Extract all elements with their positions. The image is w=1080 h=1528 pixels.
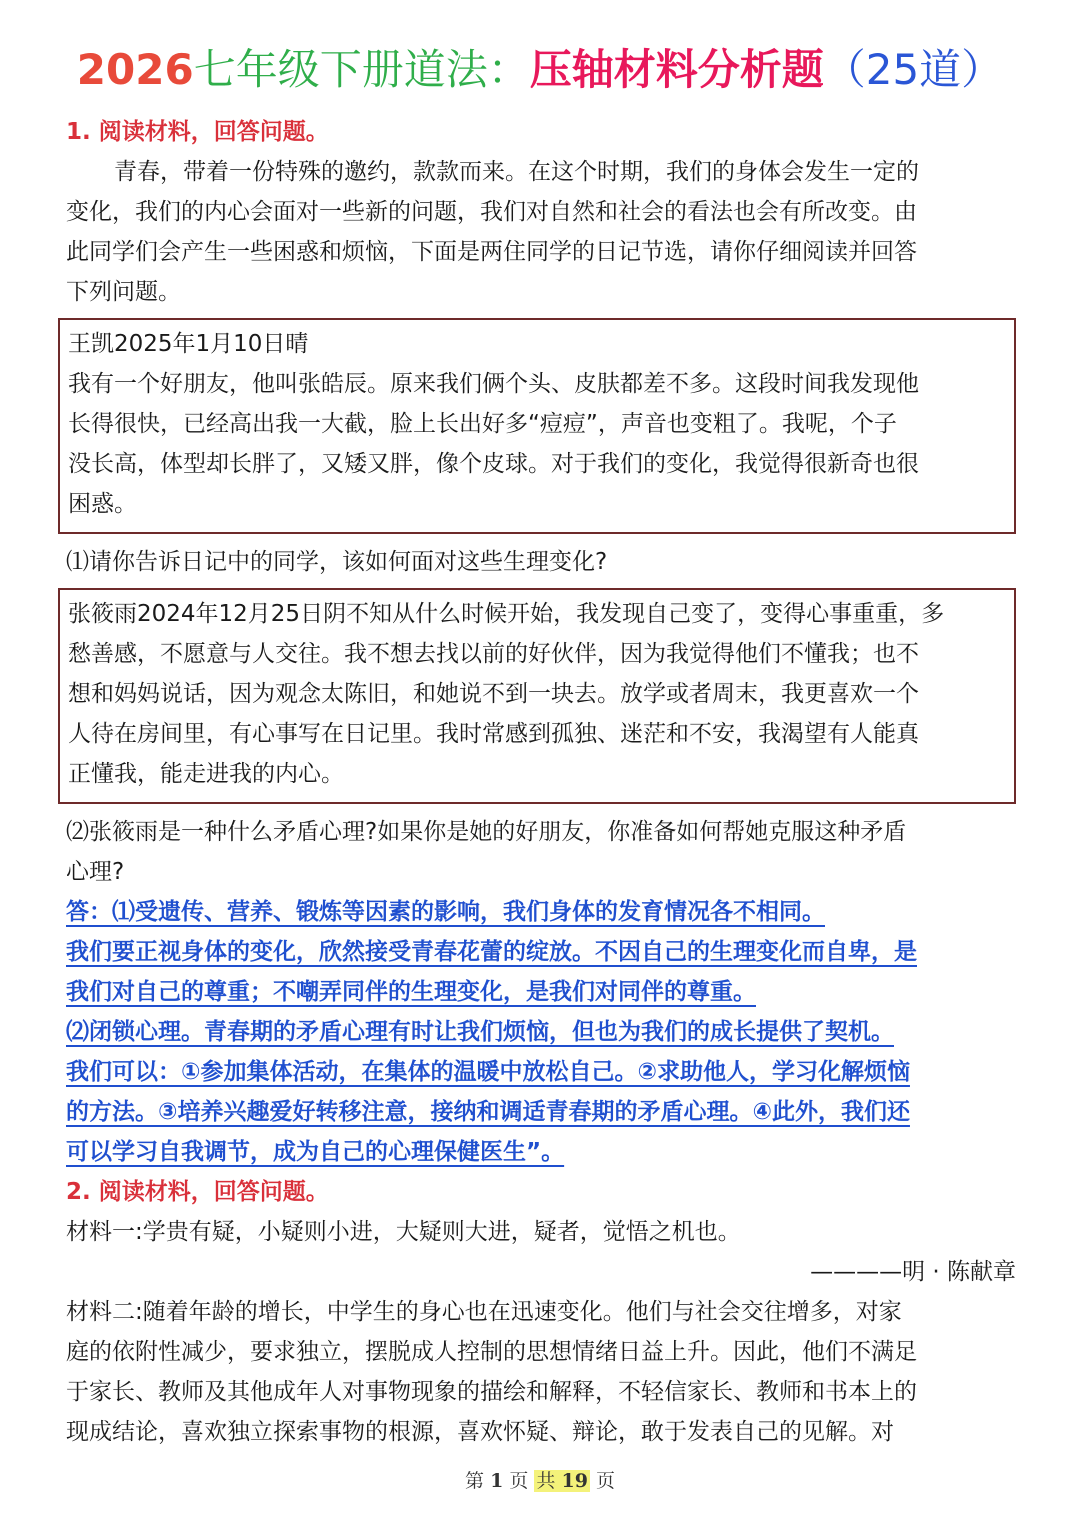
sub-question-line: 心理? bbox=[66, 859, 125, 885]
diary-line: 正懂我，能走进我的内心。 bbox=[68, 761, 344, 787]
title-count: （25道） bbox=[823, 45, 1004, 94]
footer-total-unit: 页 bbox=[595, 1470, 615, 1492]
diary-line: 没长高，体型却长胖了，又矮又胖，像个皮球。对于我们的变化，我觉得很新奇也很 bbox=[68, 451, 919, 477]
footer-total-highlight bbox=[534, 1470, 590, 1492]
answer-line: 的方法。③培养兴趣爱好转移注意，接纳和调适青春期的矛盾心理。④此外，我们还 bbox=[66, 1099, 910, 1125]
intro-line: 下列问题。 bbox=[66, 279, 181, 305]
diary-box-wangkai bbox=[58, 318, 1016, 534]
material-line: 现成结论，喜欢独立探索事物的根源，喜欢怀疑、辩论，敢于发表自己的见解。对 bbox=[66, 1419, 894, 1445]
diary-line: 张筱雨2024年12月25日阴不知从什么时候开始，我发现自己变了，变得心事重重，多 bbox=[68, 601, 945, 627]
material-one: 材料一:学贵有疑，小疑则小进，大疑则大进，疑者，觉悟之机也。 bbox=[66, 1219, 741, 1245]
material-line: 材料二:随着年龄的增长，中学生的身心也在迅速变化。他们与社会交往增多，对家 bbox=[66, 1299, 902, 1325]
answer-line: 可以学习自我调节，成为自己的心理保健医生”。 bbox=[66, 1139, 565, 1165]
sub-question-line: ⑵张筱雨是一种什么矛盾心理?如果你是她的好朋友，你准备如何帮她克服这种矛盾 bbox=[66, 819, 907, 845]
material-two bbox=[66, 1292, 1016, 1452]
footer-prefix: 第 bbox=[465, 1470, 485, 1492]
answer-line: 我们可以：①参加集体活动，在集体的温暖中放松自己。②求助他人，学习化解烦恼 bbox=[66, 1059, 910, 1085]
footer-total-pages: 19 bbox=[561, 1470, 588, 1492]
page-title bbox=[0, 40, 1080, 100]
diary-line: 我有一个好朋友，他叫张皓辰。原来我们俩个头、皮肤都差不多。这段时间我发现他 bbox=[68, 371, 919, 397]
material-line: 庭的依附性减少，要求独立，摆脱成人控制的思想情绪日益上升。因此，他们不满足 bbox=[66, 1339, 917, 1365]
title-grade: 七年级下册道法： bbox=[193, 45, 530, 94]
intro-line: 变化，我们的内心会面对一些新的问题，我们对自然和社会的看法也会有所改变。由 bbox=[66, 199, 917, 225]
answer-line: 我们要正视身体的变化，欣然接受青春花蕾的绽放。不因自己的生理变化而自卑，是 bbox=[66, 939, 917, 965]
answer-line: ⑵闭锁心理。青春期的矛盾心理有时让我们烦恼，但也为我们的成长提供了契机。 bbox=[66, 1019, 894, 1045]
sub-question-2 bbox=[66, 812, 1016, 892]
material-one-source: ————明 · 陈献章 bbox=[810, 1259, 1016, 1285]
title-main: 压轴材料分析题 bbox=[529, 45, 824, 94]
diary-line: 愁善感，不愿意与人交往。我不想去找以前的好伙伴，因为我觉得他们不懂我；也不 bbox=[68, 641, 919, 667]
material-line: 于家长、教师及其他成年人对事物现象的描绘和解释，不轻信家长、教师和书本上的 bbox=[66, 1379, 917, 1405]
diary-line: 想和妈妈说话，因为观念太陈旧，和她说不到一块去。放学或者周末，我更喜欢一个 bbox=[68, 681, 919, 707]
diary-line: 长得很快，已经高出我一大截，脸上长出好多“痘痘”，声音也变粗了。我呢，个子 bbox=[68, 411, 897, 437]
answer-block bbox=[66, 892, 1016, 1172]
intro-line: 青春，带着一份特殊的邀约，款款而来。在这个时期，我们的身体会发生一定的 bbox=[114, 159, 919, 185]
question-2-heading: 2. 阅读材料，回答问题。 bbox=[66, 1179, 329, 1205]
footer-page-unit: 页 bbox=[509, 1470, 529, 1492]
diary-line: 困惑。 bbox=[68, 491, 137, 517]
sub-question-1: ⑴请你告诉日记中的同学，该如何面对这些生理变化? bbox=[66, 549, 608, 575]
diary-line: 人待在房间里，有心事写在日记里。我时常感到孤独、迷茫和不安，我渴望有人能真 bbox=[68, 721, 919, 747]
question-1-intro bbox=[66, 152, 1016, 312]
footer-page-number: 1 bbox=[490, 1470, 504, 1492]
diary-line: 王凯2025年1月10日晴 bbox=[68, 331, 309, 357]
title-year: 2026 bbox=[76, 45, 194, 94]
answer-line: 我们对自己的尊重；不嘲弄同伴的生理变化，是我们对同伴的尊重。 bbox=[66, 979, 756, 1005]
answer-line: 答：⑴受遗传、营养、锻炼等因素的影响，我们身体的发育情况各不相同。 bbox=[66, 899, 825, 925]
question-1-heading: 1. 阅读材料，回答问题。 bbox=[66, 119, 329, 145]
intro-line: 此同学们会产生一些困惑和烦恼，下面是两住同学的日记节选，请你仔细阅读并回答 bbox=[66, 239, 917, 265]
diary-box-zhangxiaoyu bbox=[58, 588, 1016, 804]
content-body bbox=[66, 112, 1016, 1452]
footer-total-prefix: 共 bbox=[536, 1470, 556, 1492]
page-footer bbox=[0, 1466, 1080, 1493]
